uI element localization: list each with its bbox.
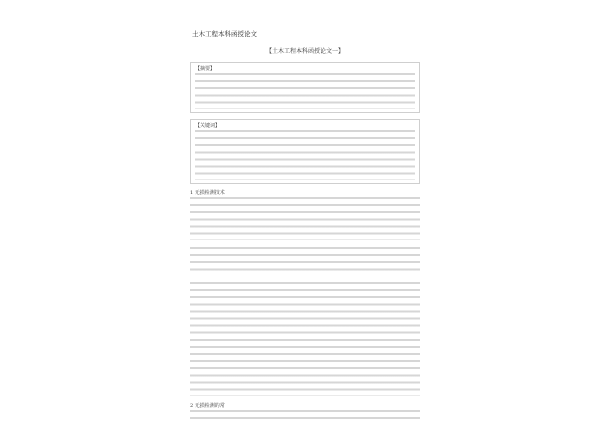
paragraph-4-lines (190, 410, 420, 424)
document-subtitle: 【土木工程本科函授论文一】 (265, 48, 344, 55)
paragraph-1 (190, 190, 420, 240)
paragraph-4-lead: 2 无损检测的常 (190, 403, 225, 410)
document-title: 土木工程本科函授论文 (192, 30, 257, 38)
abstract-text-lines (195, 73, 415, 109)
document-page (190, 18, 420, 410)
keywords-text-lines (195, 130, 415, 180)
keywords-block (190, 119, 420, 184)
paragraph-3 (190, 282, 420, 396)
paragraph-2-lines (190, 247, 420, 275)
keywords-label: 【关键词】 (195, 123, 221, 130)
abstract-label: 【摘要】 (195, 66, 216, 72)
paragraph-1-lines (190, 197, 420, 240)
paragraph-4 (190, 403, 420, 424)
paragraph-2 (190, 247, 420, 275)
paragraph-1-lead: 1 无损检测技术 (190, 190, 225, 197)
abstract-block (190, 62, 420, 113)
paragraph-3-lines (190, 282, 420, 396)
